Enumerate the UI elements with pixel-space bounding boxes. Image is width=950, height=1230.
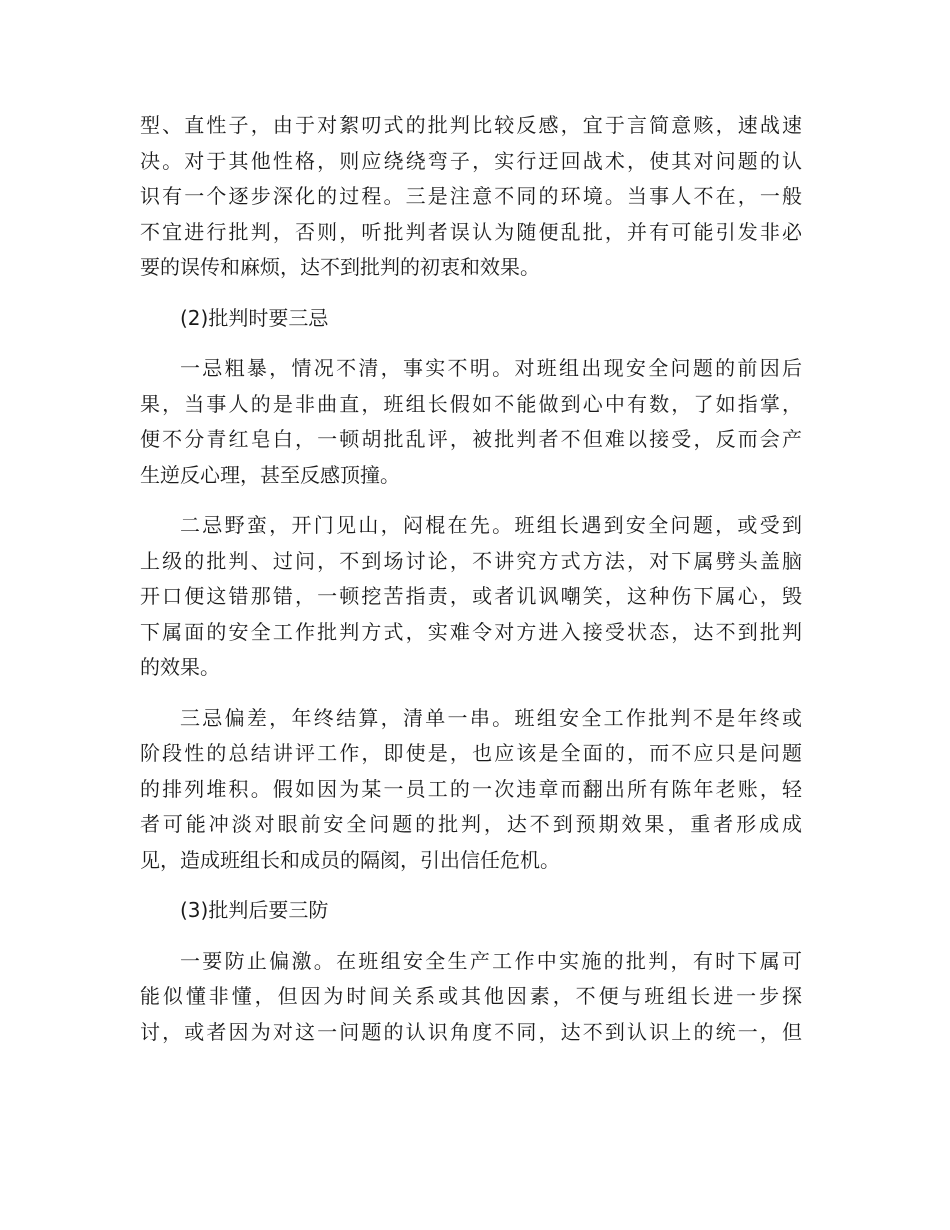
paragraph <box>140 701 802 879</box>
section-heading <box>140 301 802 337</box>
text-line: 型、直性子，由于对絮叨式的批判比较反感，宜于言简意赅，速战速 <box>140 113 802 137</box>
paragraph <box>140 944 802 1051</box>
section-heading <box>140 893 802 929</box>
text-line: 下属面的安全工作批判方式，实难令对方进入接受状态，达不到批判 <box>140 619 802 644</box>
text-line: 三忌偏差，年终结算，清单一串。班组安全工作批判不是年终或 <box>180 705 802 730</box>
text-line: (2)批判时要三忌 <box>180 305 329 330</box>
text-line: 识有一个逐步深化的过程。三是注意不同的环境。当事人不在，一般 <box>140 184 802 208</box>
text-line: 二忌野蛮，开门见山，闷棍在先。班组长遇到安全问题，或受到 <box>180 513 802 537</box>
text-line: 决。对于其他性格，则应绕绕弯子，实行迂回战术，使其对问题的认 <box>140 148 802 173</box>
text-line: 的排列堆积。假如因为某一员工的一次违章而翻出所有陈年老账，轻 <box>140 776 802 801</box>
text-line: 的效果。 <box>140 655 220 679</box>
text-line: 生逆反心理，甚至反感顶撞。 <box>140 462 400 487</box>
text-line: 讨，或者因为对这一问题的认识角度不同，达不到认识上的统一，但 <box>140 1019 802 1044</box>
text-line: 者可能冲淡对眼前安全问题的批判，达不到预期效果，重者形成成 <box>140 812 802 836</box>
text-line: (3)批判后要三防 <box>180 898 329 922</box>
text-line: 见，造成班组长和成员的隔阂，引出信任危机。 <box>140 847 560 872</box>
text-line: 阶段性的总结讲评工作，即使是，也应该是全面的，而不应只是问题 <box>140 741 802 765</box>
text-line: 果，当事人的是非曲直，班组长假如不能做到心中有数，了如指掌， <box>140 391 802 416</box>
text-line: 开口便这错那错，一顿挖苦指责，或者讥讽嘲笑，这种伤下属心，毁 <box>140 584 802 608</box>
paragraph <box>140 351 802 493</box>
document-body <box>140 108 802 1065</box>
paragraph <box>140 108 802 286</box>
text-line: 要的误传和麻烦，达不到批判的初衷和效果。 <box>140 255 540 279</box>
text-line: 能似懂非懂，但因为时间关系或其他因素，不便与班组长进一步探 <box>140 984 802 1008</box>
text-line: 一忌粗暴，情况不清，事实不明。对班组出现安全问题的前因后 <box>180 356 802 380</box>
text-line: 便不分青红皂白，一顿胡批乱评，被批判者不但难以接受，反而会产 <box>140 427 802 451</box>
text-line: 上级的批判、过问，不到场讨论，不讲究方式方法，对下属劈头盖脑 <box>140 548 802 573</box>
text-line: 不宜进行批判，否则，听批判者误认为随便乱批，并有可能引发非必 <box>140 219 802 244</box>
text-line: 一要防止偏激。在班组安全生产工作中实施的批判，有时下属可 <box>180 948 802 973</box>
paragraph <box>140 508 802 686</box>
